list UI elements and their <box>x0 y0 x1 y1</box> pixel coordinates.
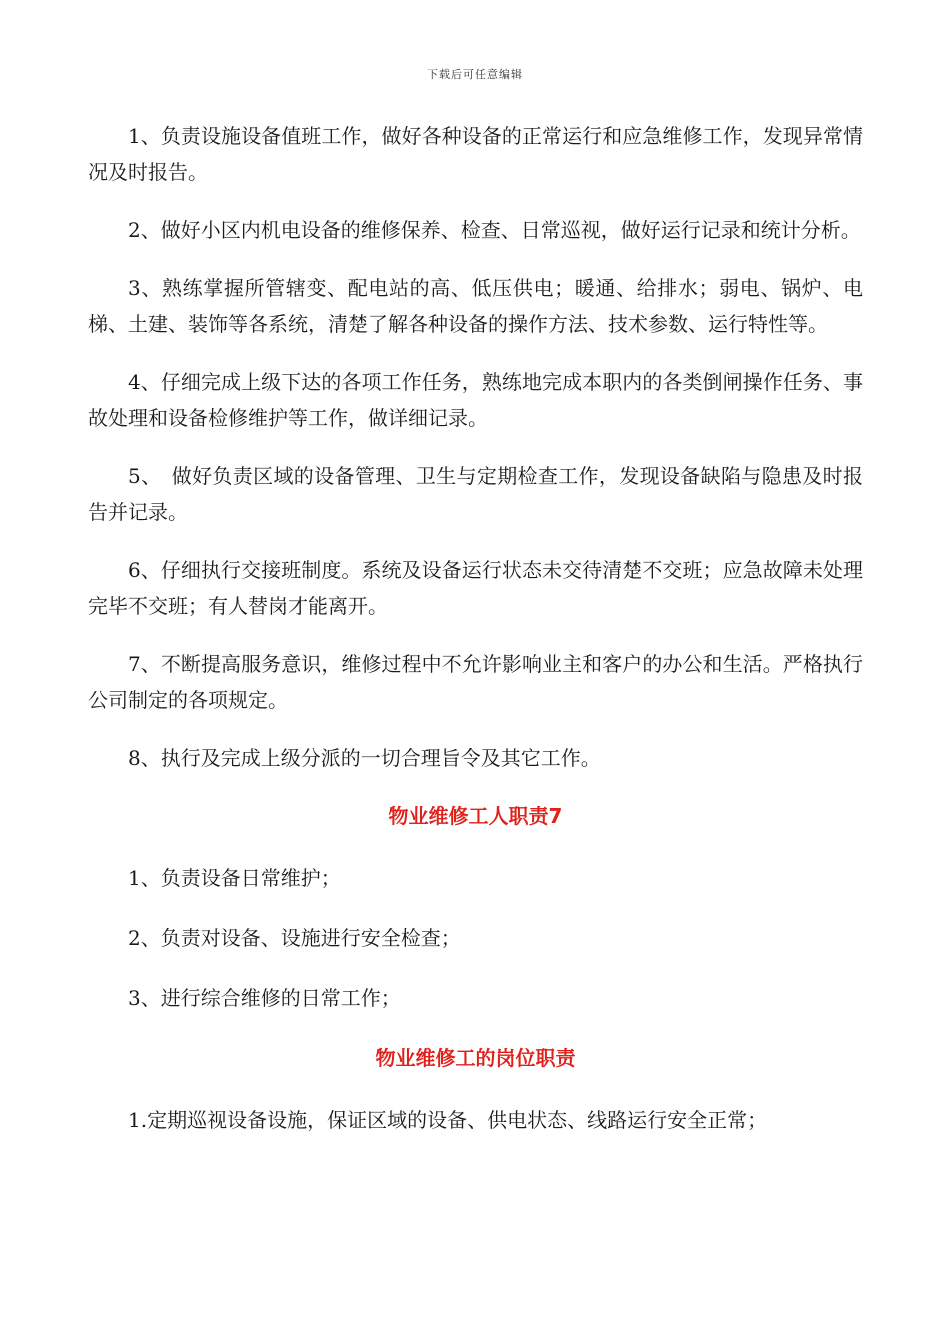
page-header: 下载后可任意编辑 <box>427 68 523 81</box>
paragraph: 6、仔细执行交接班制度。系统及设备运行状态未交待清楚不交班；应急故障未处理完毕不交班；有人替岗才能离开。 <box>88 558 863 618</box>
paragraph: 5、 做好负责区域的设备管理、卫生与定期检查工作，发现设备缺陷与隐患及时报告并记录。 <box>88 464 863 524</box>
paragraph: 3、熟练掌握所管辖变、配电站的高、低压供电；暖通、给排水；弱电、锅炉、电梯、土建、装饰等各系统，清楚了解各种设备的操作方法、技术参数、运行特性等。 <box>88 276 863 336</box>
paragraph: 2、负责对设备、设施进行安全检查； <box>128 926 461 950</box>
paragraph: 3、进行综合维修的日常工作； <box>128 986 401 1010</box>
paragraph: 8、执行及完成上级分派的一切合理旨令及其它工作。 <box>128 746 601 770</box>
paragraph: 1、负责设备日常维护； <box>128 866 341 890</box>
section-heading: 物业维修工人职责7 <box>388 804 563 828</box>
section-heading: 物业维修工的岗位职责 <box>375 1046 576 1070</box>
paragraph: 1、负责设施设备值班工作，做好各种设备的正常运行和应急维修工作，发现异常情况及时报告。 <box>88 124 863 184</box>
paragraph: 4、仔细完成上级下达的各项工作任务，熟练地完成本职内的各类倒闸操作任务、事故处理和设备检修维护等工作，做详细记录。 <box>88 370 863 430</box>
paragraph: 7、不断提高服务意识，维修过程中不允许影响业主和客户的办公和生活。严格执行公司制定的各项规定。 <box>88 652 863 712</box>
paragraph: 2、做好小区内机电设备的维修保养、检查、日常巡视，做好运行记录和统计分析。 <box>128 218 861 242</box>
document-body <box>88 118 863 1160</box>
paragraph: 1.定期巡视设备设施，保证区域的设备、供电状态、线路运行安全正常； <box>128 1108 768 1132</box>
